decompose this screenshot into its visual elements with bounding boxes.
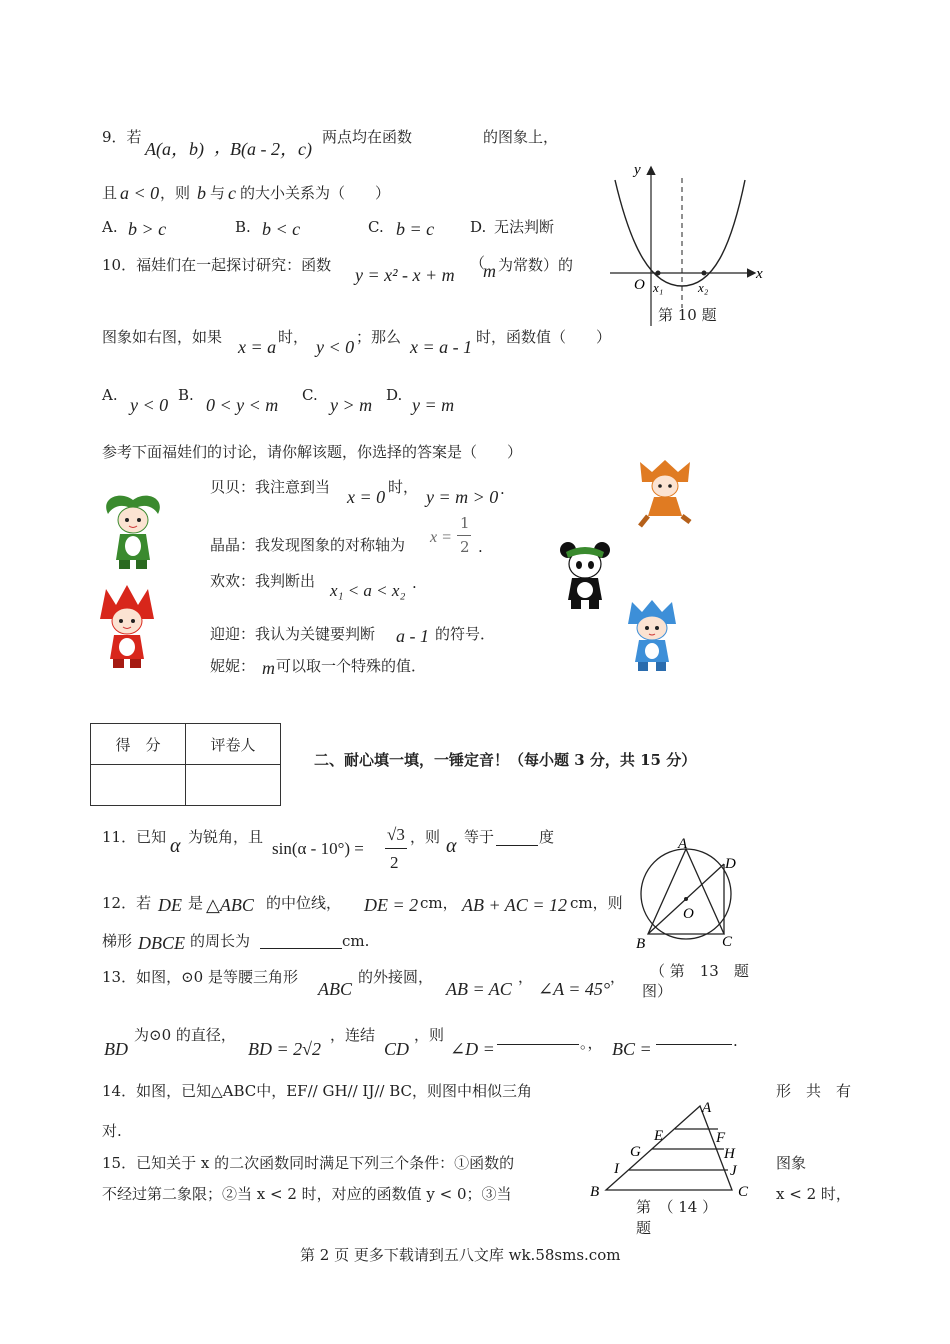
fig10-x2-label: x₂ — [698, 280, 709, 295]
q15-right2: x < 2 时， — [776, 1185, 851, 1203]
grader-cell — [186, 765, 281, 806]
q10-param: 为常数）的 — [498, 256, 574, 274]
q9-opt-b: b < c — [262, 219, 301, 239]
q9-opt-a: b > c — [128, 219, 167, 239]
q10-opt-d-label: D. — [386, 386, 403, 404]
q15-right: 图象 — [776, 1154, 807, 1172]
q9-line2b: ，则 — [160, 184, 191, 202]
q11-num: √3 — [387, 825, 405, 844]
yingying-end: 的符号． — [435, 625, 496, 643]
q12-t1: 是 — [188, 894, 204, 912]
nini-m: m — [262, 658, 275, 678]
q13-e3: BD = 2√2 — [248, 1039, 322, 1059]
q13-sep: ， — [518, 968, 534, 986]
q11-alpha2: α — [446, 835, 457, 857]
q9-mid: 两点均在函数 — [322, 128, 413, 146]
jingjing-num: 1 — [460, 514, 470, 532]
q13-t2: 为⊙0 的直径， — [134, 1026, 236, 1044]
q13-e4: ∠D = — [450, 1039, 495, 1059]
q13-bd: BD — [104, 1039, 128, 1059]
q13-blank-1[interactable] — [497, 1044, 579, 1045]
huanhuan-expr: x₁ < a < x₂ — [330, 581, 406, 600]
q13-t5: 。， — [580, 1034, 603, 1052]
q10-opt-c-label: C. — [302, 386, 318, 404]
circle-o — [641, 849, 731, 939]
q15-text: 15．已知关于 x 的二次函数同时满足下列三个条件：①函数的 — [102, 1154, 515, 1172]
fig14-g: G — [630, 1144, 641, 1160]
q12-t2: 的中位线， — [266, 894, 342, 912]
q11-t3: 等于 — [464, 828, 495, 846]
q9-point-b: B(a - 2，c) — [230, 139, 312, 159]
score-header: 得 分 — [91, 724, 186, 765]
beibei-expr1: x = 0 — [347, 487, 386, 507]
figure-10-caption: 第 10 题 — [658, 306, 717, 324]
q11-den: 2 — [390, 853, 399, 872]
score-cell — [91, 765, 186, 806]
q9-prefix: 9．若 — [102, 128, 142, 146]
q10-func: y = x² - x + m — [355, 265, 455, 285]
q12-t4: cm. — [342, 932, 370, 950]
score-table — [90, 723, 281, 806]
page-footer: 第 2 页 更多下载请到五八文库 wk.58sms.com — [300, 1246, 621, 1264]
q10-cond1: x = a — [238, 337, 277, 357]
q12-prefix: 12．若 — [102, 894, 152, 912]
q13-cd: CD — [384, 1039, 410, 1059]
q11-t1: 为锐角，且 — [188, 828, 264, 846]
q13-blank-2[interactable] — [656, 1044, 732, 1045]
q9-c: c — [228, 183, 236, 203]
q13-caption-1: （ 第 13 题 — [650, 962, 749, 980]
figure-10-parabola — [606, 158, 770, 330]
q13-e2: ∠A = 45° — [538, 979, 611, 999]
q10-then: ；那么 — [356, 328, 402, 346]
q10-opt-b: 0 < y < m — [206, 395, 279, 415]
q11-expr: sin(α - 10°) = — [272, 839, 364, 858]
q9-line2a: 且 — [102, 184, 118, 202]
beibei-t2: 时， — [388, 478, 419, 496]
q12-cm1: cm， — [420, 894, 458, 912]
q13-t3: ，连结 — [330, 1026, 376, 1044]
fig14-c: C — [738, 1184, 749, 1200]
beibei-expr2: y = m > 0 — [426, 487, 499, 507]
fig13-o: O — [683, 906, 694, 922]
q9-line2d: 的大小关系为（ ） — [240, 184, 391, 202]
q12-e1: DE = 2 — [364, 895, 419, 915]
q11-frac-bar — [385, 848, 407, 849]
fig10-origin-label: O — [634, 277, 645, 293]
q9-opt-c: b = c — [396, 219, 435, 239]
jingjing-den: 2 — [460, 538, 470, 556]
q9-cond: a < 0 — [120, 183, 160, 203]
q9-b: b — [197, 183, 206, 203]
nini-end: 可以取一个特殊的值． — [276, 657, 427, 675]
q13-sep2: ， — [610, 968, 626, 986]
q9-tail: 的图象上， — [483, 128, 559, 146]
q11-alpha: α — [170, 835, 181, 857]
q9-opt-d-label: D. — [470, 218, 487, 236]
fig14-f: F — [716, 1130, 726, 1146]
q10-ref: 参考下面福娃们的讨论，请你解该题，你选择的答案是（ ） — [102, 443, 523, 461]
q11-t2: ，则 — [410, 828, 441, 846]
huanhuan-end: . — [412, 574, 417, 592]
q10-m: m — [483, 261, 496, 281]
q10-opt-a-label: A. — [102, 386, 118, 404]
fuwa-huanhuan-image — [94, 585, 160, 669]
q14-right: 形 共 有 — [776, 1082, 852, 1100]
q11-blank[interactable] — [496, 845, 538, 846]
q14-line2: 对. — [102, 1122, 122, 1140]
q9-opt-a-label: A. — [102, 218, 118, 236]
root-x1 — [656, 271, 661, 276]
q10-paren: （ — [470, 254, 486, 272]
beibei-end: . — [500, 480, 505, 498]
q13-caption-2: 图） — [642, 982, 673, 1000]
yingying-expr: a - 1 — [396, 626, 429, 646]
figure-13-circle — [630, 832, 748, 952]
jingjing-end: . — [478, 538, 483, 556]
beibei-text: 贝贝：我注意到当 — [210, 478, 331, 496]
q12-cm2: cm，则 — [570, 894, 623, 912]
q10-opt-d: y = m — [412, 395, 455, 415]
q15-line2: 不经过第二象限；②当 x < 2 时，对应的函数值 y < 0；③当 — [102, 1185, 512, 1203]
fig14-a: A — [702, 1100, 712, 1116]
q14-caption-1: 第 （ 14 ） — [636, 1198, 718, 1216]
q13-t6: . — [733, 1032, 738, 1050]
fuwa-jingjing-image — [556, 540, 614, 612]
q12-line2: 梯形 — [102, 932, 133, 950]
parabola-curve — [615, 180, 745, 286]
q10-tail: 时，函数值（ ） — [476, 328, 612, 346]
q11-prefix: 11．已知 — [102, 828, 167, 846]
q12-e2: AB + AC = 12 — [462, 895, 567, 915]
fig14-e: E — [654, 1128, 664, 1144]
figure-14-triangle — [584, 1094, 764, 1204]
fig10-x-label: x — [756, 266, 763, 282]
q12-tri: △ABC — [206, 895, 254, 915]
fig14-j: J — [730, 1163, 737, 1179]
jingjing-frac-bar — [457, 535, 471, 536]
q13-t4: ，则 — [414, 1026, 445, 1044]
q12-dbce: DBCE — [138, 933, 185, 953]
yingying-text: 迎迎：我认为关键要判断 — [210, 625, 376, 643]
q9-opt-b-label: B. — [235, 218, 251, 236]
root-x2 — [702, 271, 707, 276]
jingjing-x: x = — [430, 529, 452, 546]
fuwa-yingying-image — [636, 460, 694, 530]
q9-point-a: A(a，b) — [145, 139, 204, 159]
q13-prefix: 13．如图，⊙0 是等腰三角形 — [102, 968, 298, 986]
q12-blank[interactable] — [260, 948, 342, 949]
q10-opt-b-label: B. — [178, 386, 194, 404]
jingjing-text: 晶晶：我发现图象的对称轴为 — [210, 536, 406, 554]
fig13-b: B — [636, 936, 646, 952]
q12-t3: 的周长为 — [190, 932, 251, 950]
q11-t4: 度 — [539, 828, 555, 846]
q13-abc: ABC — [318, 979, 352, 999]
fuwa-nini-image — [622, 598, 682, 672]
q9-opt-c-label: C. — [368, 218, 384, 236]
q10-opt-c: y > m — [330, 395, 373, 415]
q14-text: 14．如图，已知△ABC中，EF// GH// IJ// BC，则图中相似三角 — [102, 1082, 532, 1100]
q10-when: 时， — [278, 328, 309, 346]
q13-e1: AB = AC — [446, 979, 512, 999]
grader-header: 评卷人 — [186, 724, 281, 765]
q9-sep: ， — [214, 137, 232, 157]
triangle-abc — [606, 1106, 732, 1190]
fig10-x1-label: x₁ — [653, 280, 664, 295]
q13-e5: BC = — [612, 1039, 652, 1059]
fig14-b: B — [590, 1184, 600, 1200]
center-o — [684, 897, 688, 901]
q10-cond2: y < 0 — [316, 337, 355, 357]
fig13-d: D — [725, 856, 736, 872]
nini-text: 妮妮： — [210, 657, 256, 675]
q10-prefix: 10．福娃们在一起探讨研究：函数 — [102, 256, 332, 274]
fig14-h: H — [724, 1146, 735, 1162]
fuwa-beibei-image — [100, 490, 166, 572]
q9-opt-d: 无法判断 — [494, 218, 555, 236]
q10-line2a: 图象如右图，如果 — [102, 328, 223, 346]
q9-line2c: 与 — [210, 184, 226, 202]
q10-opt-a: y < 0 — [130, 395, 169, 415]
fig13-a: A — [678, 836, 688, 852]
q12-de: DE — [158, 895, 182, 915]
q10-cond3: x = a - 1 — [410, 337, 473, 357]
fig10-y-label: y — [634, 162, 641, 178]
fig13-c: C — [722, 934, 733, 950]
section-2-heading: 二、耐心填一填，一锤定音！（每小题 3 分，共 15 分） — [314, 751, 697, 769]
huanhuan-text: 欢欢：我判断出 — [210, 572, 316, 590]
q14-caption-2: 题 — [636, 1219, 652, 1237]
fig14-i: I — [614, 1161, 619, 1177]
q13-t1: 的外接圆， — [358, 968, 434, 986]
